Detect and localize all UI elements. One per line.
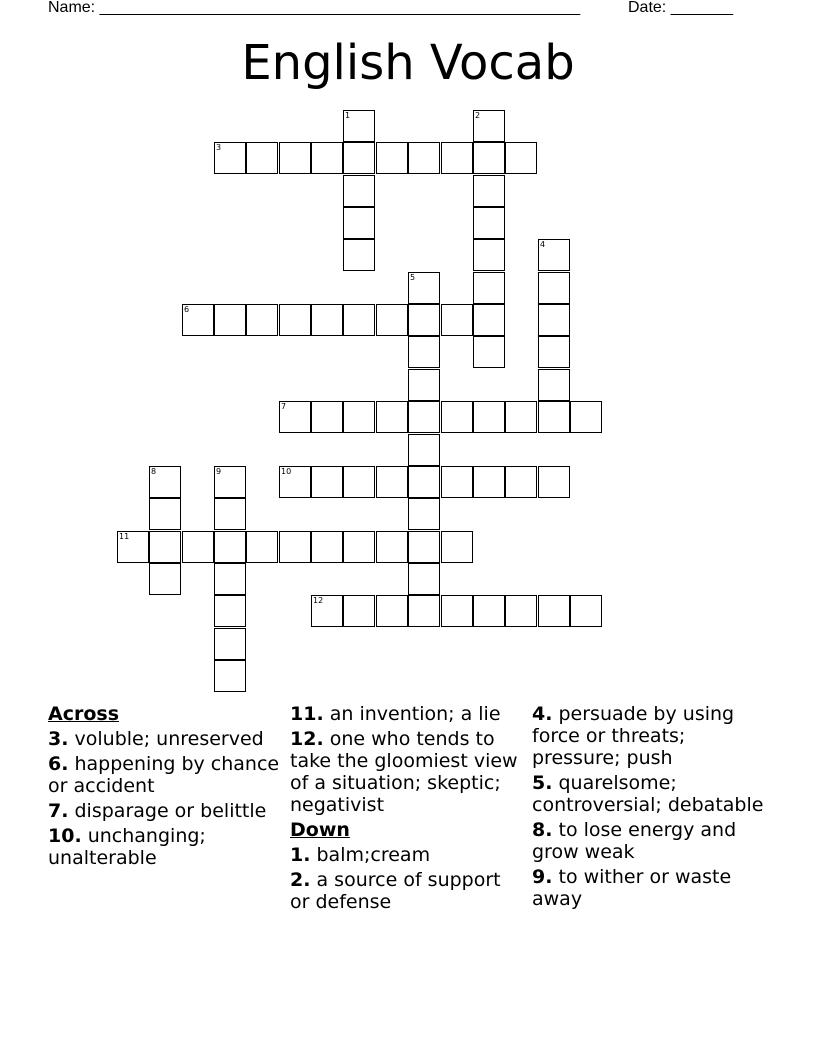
clue-text: an invention; a lie (329, 703, 501, 725)
grid-cell[interactable] (246, 531, 278, 563)
grid-cell[interactable] (343, 175, 375, 207)
grid-cell[interactable] (117, 531, 149, 563)
grid-cell[interactable] (473, 207, 505, 239)
grid-cell[interactable] (343, 466, 375, 498)
grid-cell[interactable] (473, 239, 505, 271)
grid-cell[interactable] (376, 595, 408, 627)
grid-cell[interactable] (214, 595, 246, 627)
grid-cell[interactable] (279, 531, 311, 563)
grid-cell[interactable] (182, 304, 214, 336)
grid-cell[interactable] (408, 401, 440, 433)
clue-number-label: 7. (48, 800, 69, 822)
grid-cell[interactable] (149, 498, 181, 530)
grid-cell[interactable] (279, 466, 311, 498)
grid-cell[interactable] (343, 110, 375, 142)
grid-cell[interactable] (408, 272, 440, 304)
grid-cell[interactable] (473, 401, 505, 433)
grid-cell[interactable] (311, 466, 343, 498)
grid-cell[interactable] (538, 239, 570, 271)
grid-cell[interactable] (408, 563, 440, 595)
clue-number: 12 (313, 596, 324, 605)
clue-number: 2 (475, 111, 481, 120)
clue-number: 3 (216, 143, 222, 152)
grid-cell[interactable] (408, 434, 440, 466)
grid-cell[interactable] (246, 142, 278, 174)
grid-cell[interactable] (505, 401, 537, 433)
grid-cell[interactable] (182, 531, 214, 563)
clue (48, 800, 284, 822)
grid-cell[interactable] (441, 466, 473, 498)
clue-number: 6 (184, 305, 190, 314)
clue-column-3 (532, 703, 772, 913)
grid-cell[interactable] (408, 369, 440, 401)
grid-cell[interactable] (376, 142, 408, 174)
grid-cell[interactable] (214, 660, 246, 692)
clue-number: 1 (345, 111, 351, 120)
grid-cell[interactable] (246, 304, 278, 336)
clue-text: one who tends to take the gloomiest view of a situation; skeptic; negativist (290, 728, 518, 816)
clue-number-label: 1. (290, 844, 311, 866)
clue-number-label: 4. (532, 703, 553, 725)
clue-number-label: 3. (48, 728, 69, 750)
clue-column-2 (290, 703, 526, 916)
grid-cell[interactable] (311, 595, 343, 627)
grid-cell[interactable] (214, 142, 246, 174)
date-field[interactable]: Date: _______ (628, 0, 733, 16)
grid-cell[interactable] (376, 304, 408, 336)
clue-number-label: 10. (48, 825, 82, 847)
grid-cell[interactable] (311, 142, 343, 174)
grid-cell[interactable] (570, 595, 602, 627)
clue-text: disparage or belittle (74, 800, 267, 822)
grid-cell[interactable] (343, 304, 375, 336)
grid-cell[interactable] (538, 595, 570, 627)
grid-cell[interactable] (279, 401, 311, 433)
grid-cell[interactable] (214, 628, 246, 660)
grid-cell[interactable] (214, 466, 246, 498)
grid-cell[interactable] (311, 304, 343, 336)
clue-text: to wither or waste away (532, 866, 732, 910)
grid-cell[interactable] (505, 595, 537, 627)
clue-number: 5 (410, 273, 416, 282)
grid-cell[interactable] (505, 142, 537, 174)
grid-cell[interactable] (408, 595, 440, 627)
grid-cell[interactable] (408, 142, 440, 174)
section-heading-down: Down (290, 819, 350, 841)
clue-number: 7 (281, 402, 287, 411)
grid-cell[interactable] (376, 531, 408, 563)
clue-text: balm;cream (316, 844, 431, 866)
clue-number: 10 (281, 467, 292, 476)
clue (290, 844, 526, 866)
grid-cell[interactable] (473, 142, 505, 174)
clue-number-label: 12. (290, 728, 324, 750)
grid-cell[interactable] (473, 466, 505, 498)
clue-number: 8 (151, 467, 157, 476)
clue (290, 728, 526, 816)
grid-cell[interactable] (441, 531, 473, 563)
grid-cell[interactable] (441, 401, 473, 433)
grid-cell[interactable] (538, 304, 570, 336)
grid-cell[interactable] (343, 142, 375, 174)
grid-cell[interactable] (441, 595, 473, 627)
clue-text: a source of support or defense (290, 869, 501, 913)
clue-text: persuade by using force or threats; pressure; push (532, 703, 735, 769)
grid-cell[interactable] (214, 563, 246, 595)
page-title: English Vocab (241, 35, 575, 91)
grid-cell[interactable] (408, 304, 440, 336)
clue-number-label: 6. (48, 753, 69, 775)
grid-cell[interactable] (408, 466, 440, 498)
clue (532, 703, 772, 769)
grid-cell[interactable] (570, 401, 602, 433)
clue-column-1 (48, 703, 284, 872)
grid-cell[interactable] (473, 272, 505, 304)
grid-cell[interactable] (149, 466, 181, 498)
clue-number: 4 (540, 240, 546, 249)
grid-cell[interactable] (408, 336, 440, 368)
clue-text: quarelsome; controversial; debatable (532, 772, 764, 816)
grid-cell[interactable] (149, 563, 181, 595)
grid-cell[interactable] (149, 531, 181, 563)
grid-cell[interactable] (441, 304, 473, 336)
grid-cell[interactable] (441, 142, 473, 174)
grid-cell[interactable] (538, 401, 570, 433)
grid-cell[interactable] (473, 304, 505, 336)
clue-text: voluble; unreserved (74, 728, 264, 750)
clue (532, 819, 772, 863)
clue (48, 728, 284, 750)
grid-cell[interactable] (343, 239, 375, 271)
grid-cell[interactable] (538, 466, 570, 498)
clue-text: to lose energy and grow weak (532, 819, 737, 863)
grid-cell[interactable] (279, 142, 311, 174)
grid-cell[interactable] (214, 304, 246, 336)
clue-text: unchanging; unalterable (48, 825, 206, 869)
clue (290, 869, 526, 913)
grid-cell[interactable] (538, 369, 570, 401)
grid-cell[interactable] (376, 401, 408, 433)
clue-text: happening by chance or accident (48, 753, 280, 797)
grid-cell[interactable] (214, 498, 246, 530)
grid-cell[interactable] (376, 466, 408, 498)
grid-cell[interactable] (473, 595, 505, 627)
clue-number: 11 (119, 532, 130, 541)
clue (290, 703, 526, 725)
clue (48, 825, 284, 869)
section-heading-across: Across (48, 703, 120, 725)
grid-cell[interactable] (343, 207, 375, 239)
grid-cell[interactable] (311, 531, 343, 563)
grid-cell[interactable] (343, 595, 375, 627)
grid-cell[interactable] (279, 304, 311, 336)
grid-cell[interactable] (343, 401, 375, 433)
grid-cell[interactable] (505, 466, 537, 498)
name-field[interactable]: Name: ______________________________________________________ (48, 0, 581, 16)
clue (532, 866, 772, 910)
grid-cell[interactable] (473, 175, 505, 207)
grid-cell[interactable] (473, 110, 505, 142)
clue-number-label: 8. (532, 819, 553, 841)
clue (48, 753, 284, 797)
grid-cell[interactable] (343, 531, 375, 563)
clue-number-label: 11. (290, 703, 324, 725)
grid-cell[interactable] (538, 336, 570, 368)
grid-cell[interactable] (538, 272, 570, 304)
grid-cell[interactable] (311, 401, 343, 433)
grid-cell[interactable] (408, 498, 440, 530)
clue-number-label: 5. (532, 772, 553, 794)
clue-number: 9 (216, 467, 222, 476)
clue-number-label: 2. (290, 869, 311, 891)
grid-cell[interactable] (473, 336, 505, 368)
clue-number-label: 9. (532, 866, 553, 888)
clue (532, 772, 772, 816)
grid-cell[interactable] (214, 531, 246, 563)
grid-cell[interactable] (408, 531, 440, 563)
